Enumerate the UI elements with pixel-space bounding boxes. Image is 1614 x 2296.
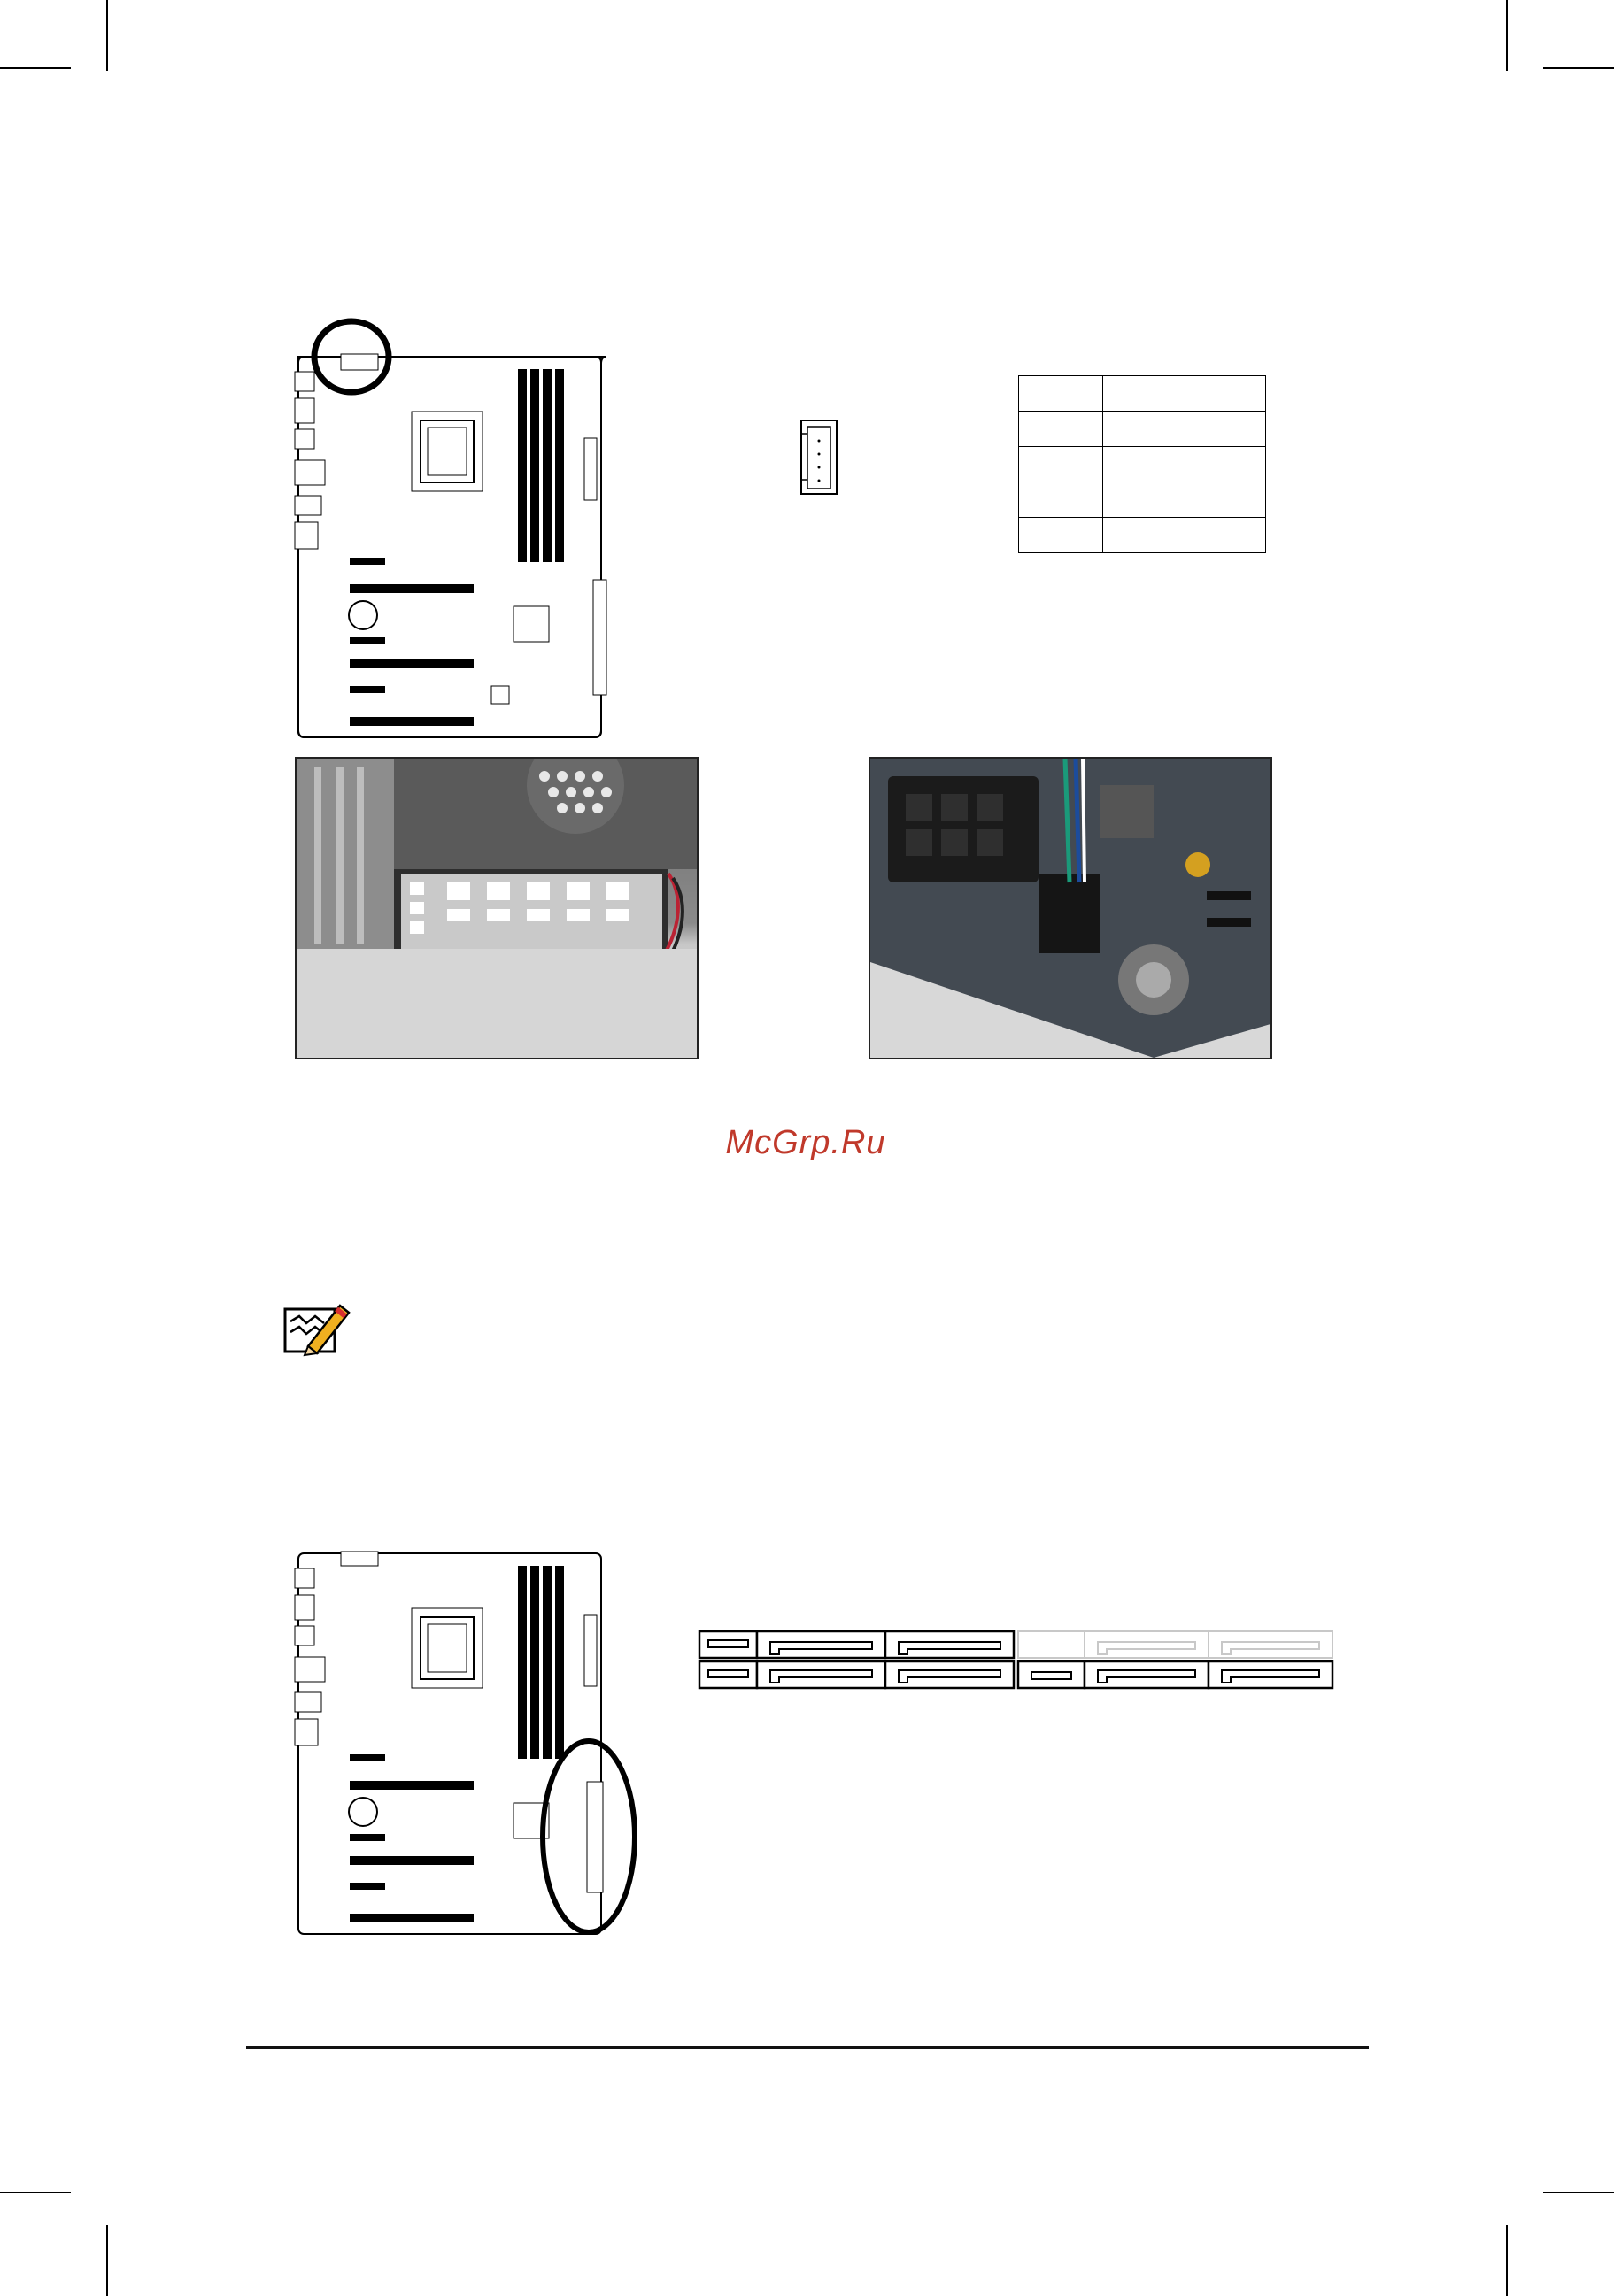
sata-connectors-drawing — [695, 1615, 1337, 1704]
watermark: McGrp.Ru — [725, 1124, 886, 1161]
pencil-note-icon — [282, 1297, 352, 1357]
footer-rule — [246, 2046, 1369, 2049]
motherboard-diagram-top — [288, 314, 615, 744]
fan-pin-table — [1018, 375, 1266, 553]
fan-header-photo — [869, 757, 1272, 1059]
motherboard-diagram-bottom — [288, 1545, 651, 1947]
fan-connector-drawing — [797, 416, 841, 500]
case-io-photo — [295, 757, 699, 1059]
